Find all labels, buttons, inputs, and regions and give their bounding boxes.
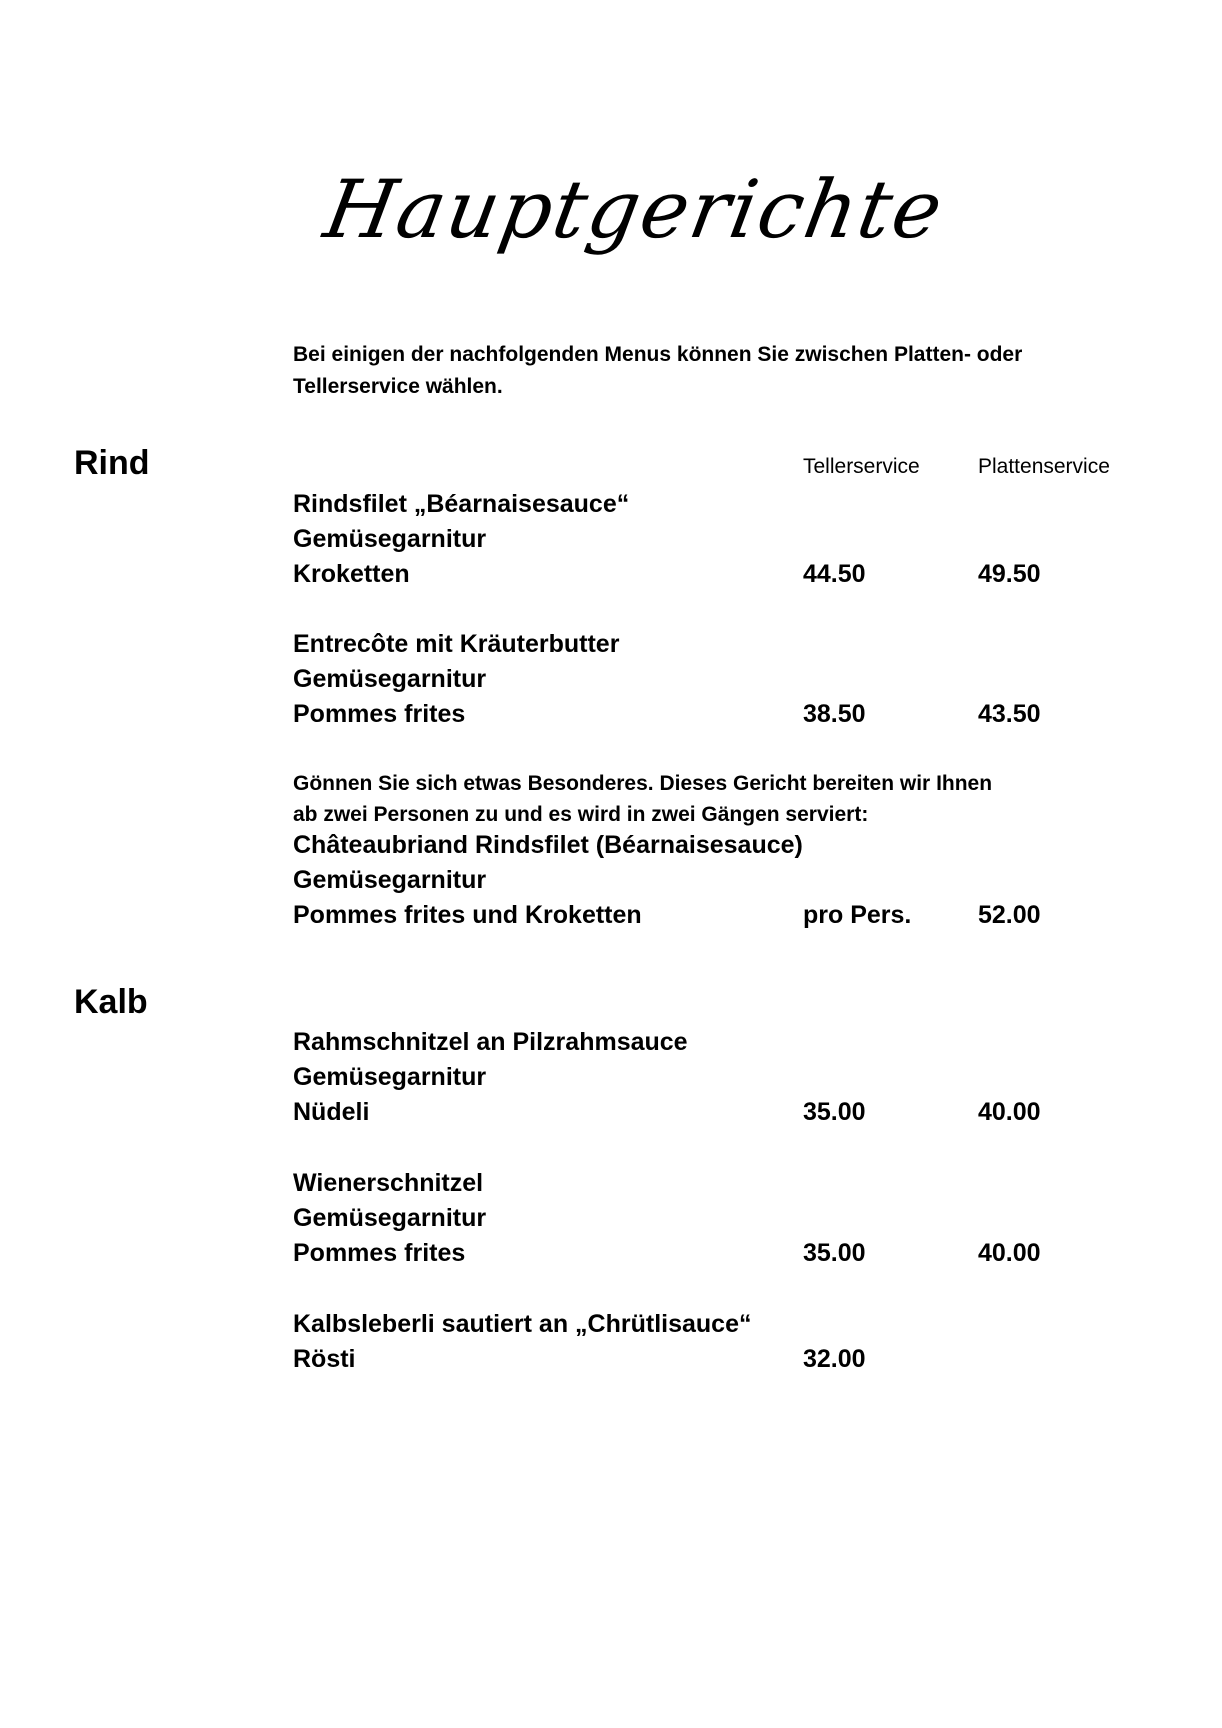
price-teller: 35.00 bbox=[803, 1098, 866, 1126]
dish-name: Châteaubriand Rindsfilet (Béarnaisesauce) bbox=[293, 831, 803, 859]
dish-side: Gemüsegarnitur bbox=[293, 525, 487, 553]
dish-side: Pommes frites bbox=[293, 700, 466, 728]
dish-note: Gönnen Sie sich etwas Besonderes. Dieses Gericht bereiten wir Ihnen bbox=[293, 772, 993, 795]
price-platten: 52.00 bbox=[978, 901, 1041, 929]
dish-name: Wienerschnitzel bbox=[293, 1169, 484, 1197]
price-teller: pro Pers. bbox=[803, 901, 912, 929]
dish-side: Gemüsegarnitur bbox=[293, 1204, 487, 1232]
price-teller: 35.00 bbox=[803, 1239, 866, 1267]
price-teller: 32.00 bbox=[803, 1345, 866, 1373]
dish-side: Pommes frites bbox=[293, 1239, 466, 1267]
price-platten: 49.50 bbox=[978, 560, 1041, 588]
price-teller: 38.50 bbox=[803, 700, 866, 728]
dish-side: Gemüsegarnitur bbox=[293, 1063, 487, 1091]
column-header-plattenservice: Plattenservice bbox=[978, 455, 1110, 478]
price-platten: 40.00 bbox=[978, 1239, 1041, 1267]
intro-line: Bei einigen der nachfolgenden Menus können Sie zwischen Platten- oder bbox=[293, 343, 1023, 366]
dish-name: Kalbsleberli sautiert an „Chrütlisauce“ bbox=[293, 1310, 752, 1338]
price-platten: 40.00 bbox=[978, 1098, 1041, 1126]
dish-side: Rösti bbox=[293, 1345, 356, 1373]
section-label-kalb: Kalb bbox=[74, 983, 148, 1021]
column-header-tellerservice: Tellerservice bbox=[803, 455, 920, 478]
dish-side: Gemüsegarnitur bbox=[293, 665, 487, 693]
dish-name: Rindsfilet „Béarnaisesauce“ bbox=[293, 490, 630, 518]
dish-name: Rahmschnitzel an Pilzrahmsauce bbox=[293, 1028, 688, 1056]
price-platten: 43.50 bbox=[978, 700, 1041, 728]
intro-text bbox=[293, 339, 1093, 403]
price-teller: 44.50 bbox=[803, 560, 866, 588]
page-title: Hauptgerichte bbox=[317, 163, 951, 256]
dish-name: Entrecôte mit Kräuterbutter bbox=[293, 630, 620, 658]
dish-note: ab zwei Personen zu und es wird in zwei Gängen serviert: bbox=[293, 803, 869, 826]
dish-side: Pommes frites und Kroketten bbox=[293, 901, 642, 929]
intro-line: Tellerservice wählen. bbox=[293, 375, 503, 398]
dish-side: Kroketten bbox=[293, 560, 410, 588]
dish-side: Gemüsegarnitur bbox=[293, 866, 487, 894]
dish-side: Nüdeli bbox=[293, 1098, 370, 1126]
section-label-rind: Rind bbox=[74, 444, 150, 482]
